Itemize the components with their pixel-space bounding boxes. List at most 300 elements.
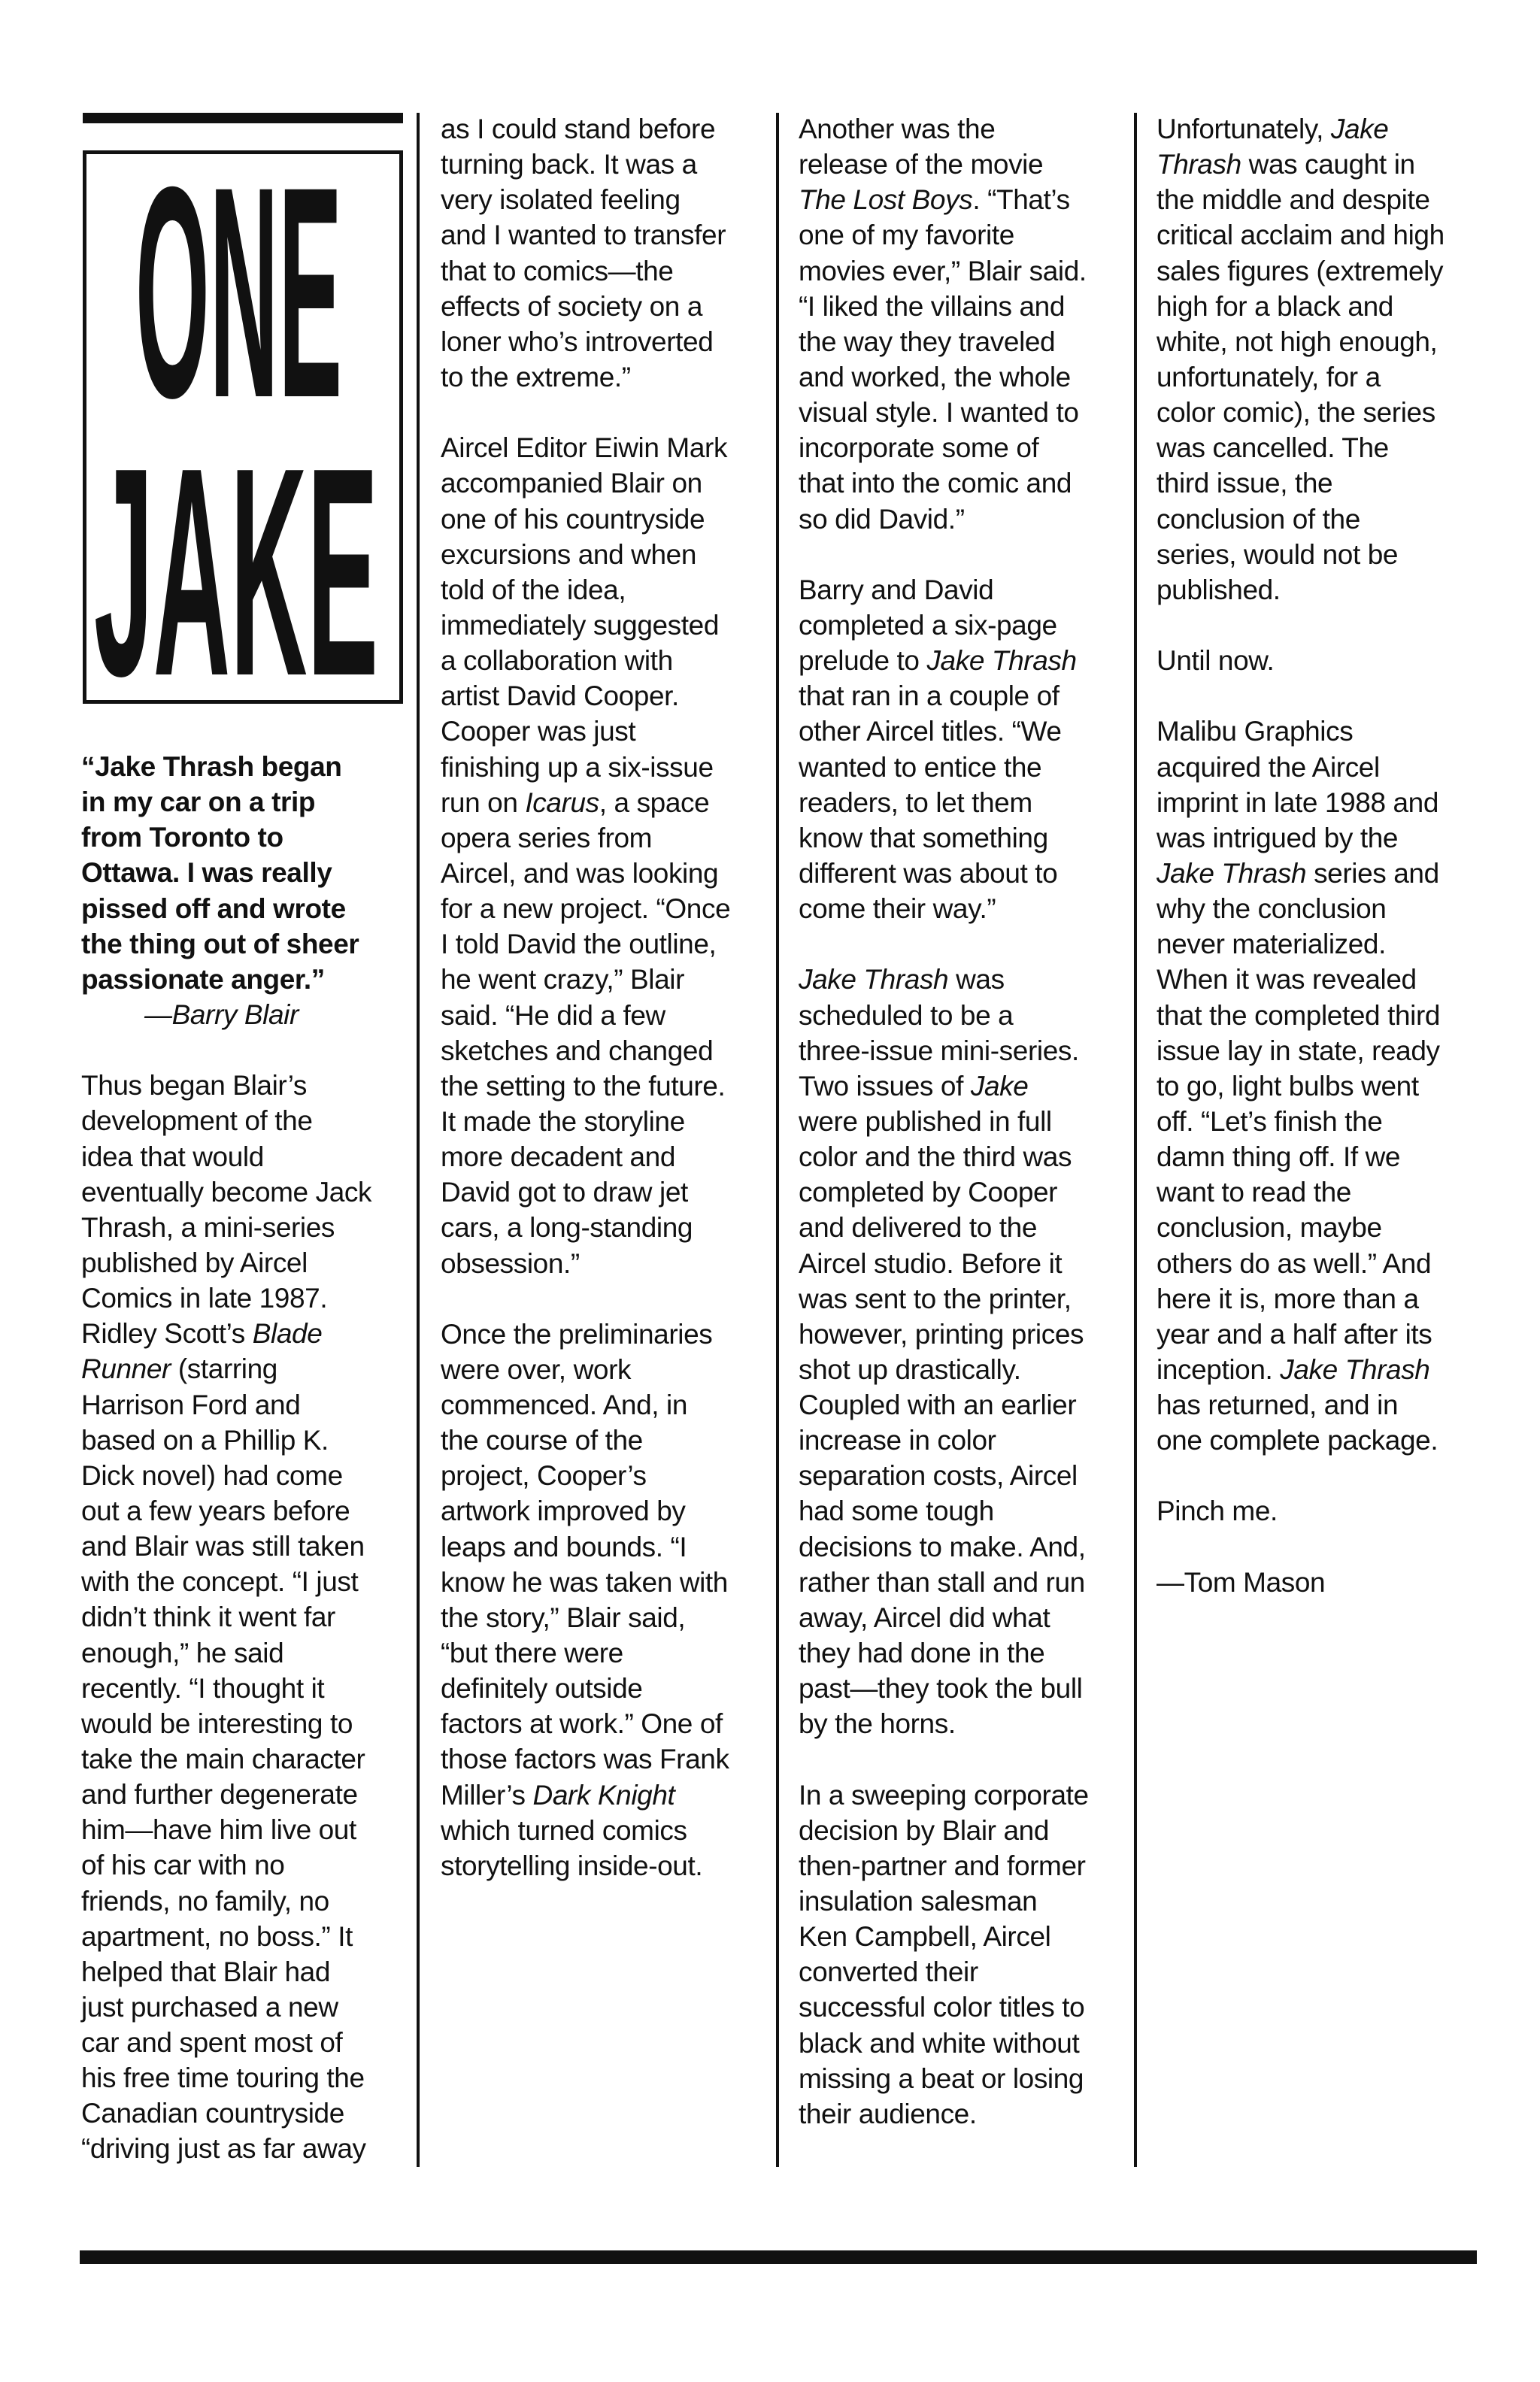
text-line [799,1777,1129,1813]
text-run: Cooper was just [441,716,636,747]
text-line [81,1529,412,1564]
column-divider [776,113,779,2167]
text-run: opera series from [441,822,653,853]
text-run: they had done in the [799,1638,1045,1669]
text-line [441,891,772,926]
italic-text-run: The Lost Boys [799,184,973,216]
text-line [441,714,772,749]
text-line [81,1316,412,1351]
text-run: “but there were [441,1638,623,1669]
text-run: leaps and bounds. “I [441,1531,687,1562]
text-line [1157,750,1487,785]
text-run: told of the idea, [441,574,626,605]
text-run: increase in color [799,1425,996,1456]
text-line [1157,998,1487,1033]
text-run: visual style. I wanted to [799,397,1079,429]
text-line [441,608,772,643]
text-line [81,1280,412,1316]
text-run: based on a Phillip K. [81,1424,329,1456]
text-line [441,1281,772,1317]
text-run: that the completed third [1157,999,1441,1031]
text-run: the setting to the future. [441,1070,726,1102]
text-line [81,1812,412,1847]
text-line [1157,217,1487,253]
text-run: his free time touring the [81,2062,365,2094]
text-line [1157,926,1487,962]
text-run: Miller’s [441,1779,533,1811]
text-run: published. [1157,574,1281,605]
text-line [81,1245,412,1280]
text-line [1157,359,1487,395]
text-line [799,430,1129,465]
text-run: in my car on a trip [81,786,316,818]
text-line [1157,324,1487,359]
text-line [1157,1246,1487,1281]
text-run: acquired the Aircel [1157,751,1380,783]
text-run: series and [1306,857,1439,889]
text-run: one of his countryside [441,503,705,535]
text-line [1157,1352,1487,1387]
text-line [441,1635,772,1671]
text-line [441,1246,772,1281]
text-line [441,1423,772,1458]
text-run: incorporate some of [799,432,1039,464]
text-run: Canadian countryside [81,2098,344,2129]
article-column-4 [1157,111,1487,1600]
text-run: , a space [599,786,710,818]
text-run: decision by Blair and [799,1814,1050,1846]
text-run: friends, no family, no [81,1885,329,1917]
text-run: off. “Let’s finish the [1157,1105,1383,1137]
text-run: said. “He did a few [441,999,665,1031]
text-line [799,1565,1129,1600]
text-run: car and spent most of [81,2027,343,2059]
text-run: third issue, the [1157,468,1333,499]
text-line [441,1387,772,1423]
text-run: color and the third was [799,1141,1072,1173]
text-line [441,678,772,714]
text-run: never materialized. [1157,929,1386,960]
text-run: from Toronto to [81,822,283,853]
text-line [799,572,1129,608]
text-run: he went crazy,” Blair [441,964,685,996]
text-line [441,147,772,182]
text-line [81,2131,412,2166]
text-line [441,465,772,501]
text-line [441,1174,772,1210]
text-run: Once the preliminaries [441,1318,713,1350]
text-line [1157,1529,1487,1565]
article-column-3 [799,111,1129,2132]
text-line [799,1104,1129,1139]
text-line [1157,1493,1487,1529]
text-line [441,1210,772,1245]
text-line [799,1246,1129,1281]
text-run: that into the comic and [799,468,1072,499]
pull-quote-line [81,891,412,926]
text-run: that ran in a couple of [799,680,1060,712]
text-line [441,643,772,678]
text-run: white, not high enough, [1157,326,1438,357]
text-run: the thing out of sheer [81,928,359,959]
text-run: the story,” Blair said, [441,1602,686,1633]
text-line [81,1423,412,1458]
text-run: Aircel studio. Before it [799,1247,1063,1279]
text-run: enough,” he said [81,1637,284,1668]
text-line [441,1352,772,1387]
text-run: When it was revealed [1157,964,1417,996]
text-run: Two issues of [799,1070,971,1102]
italic-text-run: —Barry Blair [144,999,299,1030]
text-run: passionate anger.” [81,963,325,995]
text-line [1157,643,1487,678]
text-run: the middle and despite [1157,184,1430,216]
text-line [81,1174,412,1210]
text-line [799,1068,1129,1104]
text-line [81,1351,412,1386]
text-run: other Aircel titles. “We [799,716,1062,747]
text-line [441,1741,772,1777]
text-run: a collaboration with [441,645,673,677]
text-line [441,1813,772,1848]
text-line [441,998,772,1033]
text-line [81,1599,412,1635]
italic-text-run: Jake [970,1070,1029,1102]
text-run: black and white without [799,2027,1080,2059]
title-line-1: ONE [135,154,342,460]
text-line [1157,395,1487,430]
text-line [441,750,772,785]
text-line [799,998,1129,1033]
italic-text-run: Jake Thrash [1157,857,1307,889]
title-box [83,150,403,704]
text-run: recently. “I thought it [81,1672,325,1704]
text-run: project, Cooper’s [441,1460,647,1492]
text-run: and Blair was still taken [81,1531,365,1562]
text-line [81,1493,412,1529]
text-line [441,111,772,147]
text-line [1157,1174,1487,1210]
text-line [1157,289,1487,324]
text-run: take the main character [81,1743,365,1774]
text-line [1157,714,1487,749]
text-line [799,1706,1129,1741]
text-line [1157,856,1487,891]
text-line [441,856,772,891]
text-run: successful color titles to [799,1992,1085,2023]
text-line [1157,572,1487,608]
text-run: scheduled to be a [799,999,1014,1031]
text-line [799,1671,1129,1706]
text-line [799,537,1129,572]
text-line [1157,430,1487,465]
text-run: loner who’s introverted [441,326,714,357]
text-run: release of the movie [799,149,1044,180]
text-line [441,1565,772,1600]
text-run: to go, light bulbs went [1157,1070,1419,1102]
text-run: run on [441,786,526,818]
text-run: one of my favorite [799,220,1014,251]
text-run: Another was the [799,114,996,144]
text-line [1157,1387,1487,1423]
text-line [1157,537,1487,572]
text-run: effects of society on a [441,290,702,322]
top-rule-bar [83,113,403,123]
text-run: was cancelled. The [1157,432,1389,464]
text-line [1157,891,1487,926]
text-run: conclusion, maybe [1157,1212,1382,1244]
text-run: In a sweeping corporate [799,1779,1089,1811]
text-line [441,1139,772,1174]
text-run: him—have him live out [81,1814,356,1846]
text-run: Harrison Ford and [81,1389,301,1420]
text-line [441,1317,772,1352]
text-line [799,891,1129,926]
text-run: Pinch me. [1157,1496,1278,1527]
text-line [799,395,1129,430]
text-run: Dick novel) had come [81,1459,343,1491]
text-line [441,217,772,253]
italic-text-run: Jake Thrash [799,964,949,996]
text-run: color comic), the series [1157,397,1435,429]
text-run: unfortunately, for a [1157,361,1381,392]
text-line [81,1032,412,1068]
text-run: Ken Campbell, Aircel [799,1921,1051,1953]
text-run: were over, work [441,1353,632,1385]
text-run: I told David the outline, [441,929,717,960]
text-line [81,2025,412,2060]
text-line [799,643,1129,678]
text-line [799,147,1129,182]
text-line [1157,785,1487,820]
text-run: one complete package. [1157,1425,1438,1456]
text-run: past—they took the bull [799,1673,1083,1705]
text-line [441,1104,772,1139]
text-run: decisions to make. And, [799,1531,1086,1562]
text-line [441,1033,772,1068]
italic-text-run: Thrash [1157,149,1241,180]
text-run: know he was taken with [441,1566,728,1598]
text-run: completed a six-page [799,609,1057,641]
text-run: different was about to [799,857,1058,889]
text-line [441,572,772,608]
text-line [799,217,1129,253]
text-run: “I liked the villains and [799,290,1066,322]
text-run: eventually become Jack [81,1176,372,1208]
text-line [1157,1281,1487,1317]
text-run: why the conclusion [1157,893,1387,925]
text-run: published by Aircel [81,1247,308,1278]
italic-text-run: Jake Thrash [1280,1353,1430,1385]
text-run: were published in full [799,1105,1052,1137]
text-run: conclusion of the [1157,503,1360,535]
text-line [441,502,772,537]
text-line [441,1493,772,1529]
text-line [799,785,1129,820]
text-run: obsession.” [441,1247,580,1279]
text-run: It made the storyline [441,1105,685,1137]
text-line [1157,147,1487,182]
text-run: commenced. And, in [441,1390,688,1421]
text-run: that to comics—the [441,255,674,286]
text-line [1157,1068,1487,1104]
text-run: Unfortunately, [1157,114,1331,144]
text-run: had some tough [799,1496,994,1527]
text-run: rather than stall and run [799,1566,1085,1598]
text-run: was sent to the printer, [799,1283,1072,1314]
text-run: would be interesting to [81,1708,353,1739]
text-line [441,1671,772,1706]
text-line [81,1706,412,1741]
text-line [799,1813,1129,1848]
pull-quote-line [81,962,412,997]
text-run: out a few years before [81,1495,350,1526]
text-line [1157,1317,1487,1352]
text-line [799,465,1129,501]
text-run: as I could stand before [441,114,716,144]
title-line-2: JAKE [94,405,378,700]
text-run: excursions and when [441,538,696,570]
text-run: know that something [799,822,1048,853]
text-line [799,1174,1129,1210]
text-line [799,1493,1129,1529]
text-run: artist David Cooper. [441,680,679,712]
text-run: was intrigued by the [1157,822,1399,853]
text-line [81,2096,412,2131]
text-line [799,714,1129,749]
text-line [799,1387,1129,1423]
text-run: the way they traveled [799,326,1056,357]
text-line [81,1458,412,1493]
text-line [1157,502,1487,537]
text-line [799,359,1129,395]
text-run: and I wanted to transfer [441,220,726,251]
text-run: was [948,964,1005,996]
text-line [799,1741,1129,1777]
text-line [81,1635,412,1671]
text-run: factors at work.” One of [441,1708,723,1740]
text-line [799,608,1129,643]
text-line [441,926,772,962]
text-run: very isolated feeling [441,184,681,216]
text-line [1157,1458,1487,1493]
text-line [441,430,772,465]
text-line [1157,1210,1487,1245]
text-line [441,785,772,820]
text-line [441,1529,772,1565]
text-run: movies ever,” Blair said. [799,255,1087,286]
text-line [799,1210,1129,1245]
text-run: others do as well.” And [1157,1247,1432,1279]
italic-text-run: Icarus [525,786,599,818]
text-line [1157,1565,1487,1600]
text-line [81,2060,412,2096]
text-run: damn thing off. If we [1157,1141,1401,1173]
text-run: Until now. [1157,645,1275,677]
text-run: come their way.” [799,893,996,925]
text-line [81,1210,412,1245]
text-line [799,1883,1129,1919]
text-run: apartment, no boss.” It [81,1920,353,1952]
text-line [81,1741,412,1777]
italic-text-run: Dark Knight [532,1779,675,1811]
text-line [81,1847,412,1883]
text-run: artwork improved by [441,1496,686,1527]
text-run: Aircel, and was looking [441,857,719,889]
text-run: then-partner and former [799,1850,1086,1881]
text-run: Coupled with an earlier [799,1390,1077,1421]
text-run: Aircel Editor Eiwin Mark [441,432,728,464]
text-run: for a new project. “Once [441,893,731,925]
text-line [1157,253,1487,289]
text-run: just purchased a new [81,1991,338,2023]
text-run: completed by Cooper [799,1177,1058,1208]
text-line [799,111,1129,147]
text-run: of his car with no [81,1850,285,1881]
text-run: readers, to let them [799,786,1032,818]
pull-quote-line [81,784,412,820]
title-graphic [86,154,399,700]
text-run: has returned, and in [1157,1390,1399,1421]
text-line [81,1103,412,1138]
text-line [799,2026,1129,2061]
text-line [1157,1033,1487,1068]
text-line [81,1883,412,1919]
text-line [441,1848,772,1883]
text-line [441,1706,772,1741]
text-run: pissed off and wrote [81,892,346,924]
text-line [1157,820,1487,856]
text-run: sales figures (extremely [1157,255,1444,286]
text-line [799,1848,1129,1883]
text-run: inception. [1157,1353,1281,1385]
text-line [1157,608,1487,643]
italic-text-run: Jake [1330,114,1389,144]
text-run: imprint in late 1988 and [1157,786,1439,818]
text-run: prelude to [799,645,927,677]
text-run: by the horns. [799,1708,956,1740]
text-run: so did David.” [799,503,965,535]
text-line [441,1458,772,1493]
text-run: with the concept. “I just [81,1566,359,1598]
text-run: development of the [81,1105,313,1137]
text-run: David got to draw jet [441,1177,688,1208]
text-line [1157,1423,1487,1458]
text-run: and delivered to the [799,1212,1038,1244]
text-line [441,1600,772,1635]
text-run: immediately suggested [441,609,720,641]
text-line [1157,678,1487,714]
text-run: three-issue mini-series. [799,1035,1079,1066]
text-run: critical acclaim and high [1157,220,1445,251]
text-line [81,1387,412,1423]
text-run: series, would not be [1157,538,1399,570]
text-run: more decadent and [441,1141,676,1173]
text-run: which turned comics [441,1814,687,1846]
text-line [1157,1104,1487,1139]
text-line [441,324,772,359]
text-run: cars, a long-standing [441,1212,693,1244]
text-line [81,1919,412,1954]
text-run: high for a black and [1157,290,1393,322]
text-line [799,1954,1129,1990]
text-run: idea that would [81,1141,264,1172]
text-run: and worked, the whole [799,361,1071,392]
text-run: want to read the [1157,1177,1351,1208]
text-line [81,1068,412,1103]
text-run: the course of the [441,1425,643,1456]
text-run: Thus began Blair’s [81,1070,307,1102]
